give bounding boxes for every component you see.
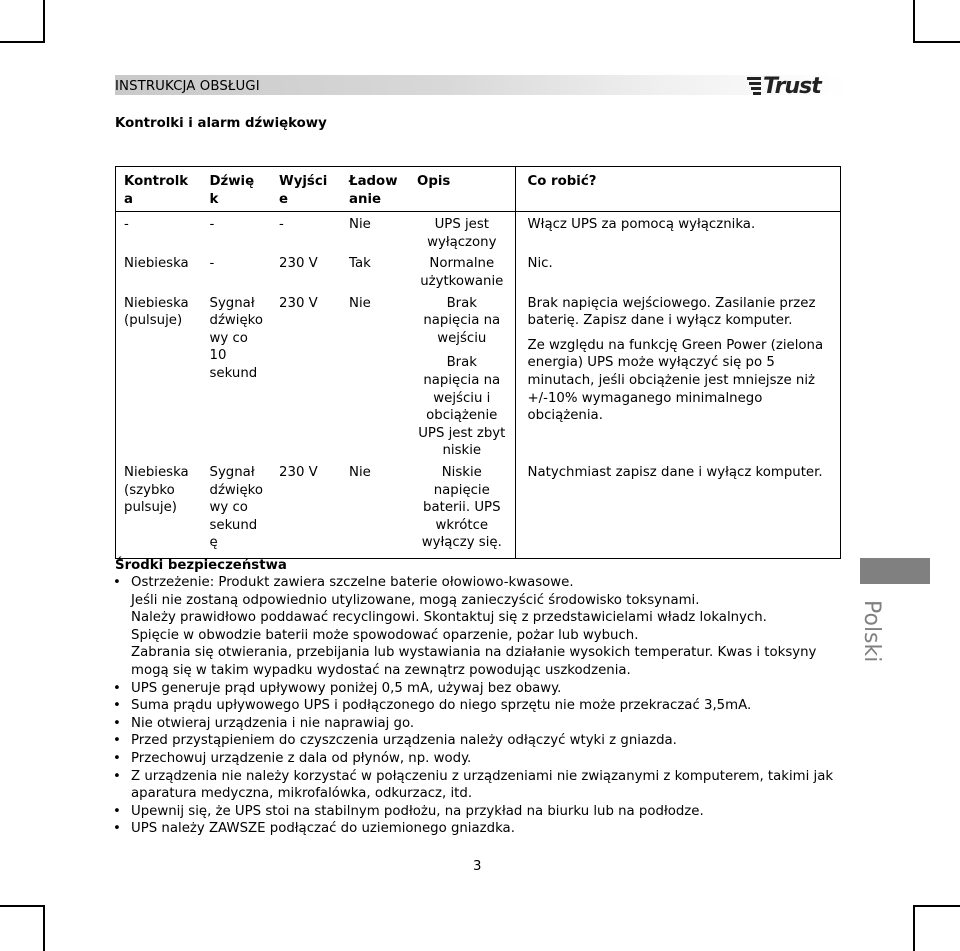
cell-dzwiek: - (209, 256, 215, 272)
safety-line: Jeśli nie zostaną odpowiednio utylizowane, mogą zanieczyścić środowisko toksynami. (131, 592, 700, 608)
cell-co-robic: Nic. (515, 251, 840, 290)
safety-line: UPS należy ZAWSZE podłączać do uziemionego gniazdka. (131, 821, 515, 837)
crop-mark-top-right-v (913, 0, 915, 42)
cell-kontrolka: - (124, 217, 129, 233)
cell-wyjscie: - (279, 217, 284, 233)
crop-mark-bottom-right-h (913, 905, 960, 907)
safety-line: UPS generuje prąd upływowy poniżej 0,5 mA, używaj bez obawy. (131, 680, 562, 696)
col-header-opis: Opis (409, 167, 515, 212)
language-tab-marker (860, 558, 930, 584)
table-header-row (116, 167, 841, 212)
safety-list (113, 574, 843, 838)
table-row (116, 291, 841, 460)
cell-opis (409, 291, 515, 460)
bullet-icon: • (113, 575, 121, 590)
safety-line: Spięcie w obwodzie baterii może spowodować oparzenie, pożar lub wybuch. (131, 627, 639, 643)
col-header-dzwiek: Dźwię k (202, 167, 272, 212)
safety-line: Ostrzeżenie: Produkt zawiera szczelne baterie ołowiowo-kwasowe. (131, 575, 574, 590)
crop-mark-top-right-h (913, 41, 960, 43)
section-title-indicators: Kontrolki i alarm dźwiękowy (115, 116, 327, 131)
cell-opis: UPS jest wyłączony (427, 217, 497, 250)
cell-wyjscie: 230 V (279, 464, 318, 480)
crop-mark-top-left-h (0, 41, 45, 43)
section-title-safety: Środki bezpieczeństwa (115, 558, 287, 573)
bullet-icon: • (113, 680, 121, 696)
crop-mark-bottom-right-v (913, 905, 915, 951)
bullet-icon: • (113, 733, 121, 749)
safety-line: Przechowuj urządzenie z dala od płynów, np. wody. (131, 750, 472, 766)
col-header-wyjscie: Wyjści e (271, 167, 341, 212)
col-header-co-robic: Co robić? (515, 167, 840, 212)
safety-line: Należy prawidłowo poddawać recyclingowi. Skontaktuj się z przedstawicielami władz lokalnych. (131, 610, 767, 626)
table-row (116, 251, 841, 290)
cell-ladowanie: Tak (349, 256, 371, 272)
cell-wyjscie: 230 V (279, 295, 318, 311)
cell-kontrolka: Niebieska (szybko pulsuje) (124, 464, 189, 516)
list-item (113, 715, 843, 733)
table-row (116, 460, 841, 558)
list-item (113, 574, 843, 680)
opis-line: Brak napięcia na wejściu (423, 295, 501, 346)
header-title: INSTRUKCJA OBSŁUGI (115, 79, 260, 94)
cell-ladowanie: Nie (349, 295, 371, 311)
cell-opis: Normalne użytkowanie (420, 256, 504, 289)
cell-wyjscie: 230 V (279, 256, 318, 272)
safety-line: Z urządzenia nie należy korzystać w połączeniu z urządzeniami nie związanymi z komputerem, takimi jak aparatura medyczna, mikrofalówka, odkurzacz, itd. (131, 768, 834, 802)
safety-line: Nie otwieraj urządzenia i nie naprawiaj go. (131, 715, 415, 731)
cell-kontrolka: Niebieska (124, 256, 189, 272)
co-robic-line: Ze względu na funkcję Green Power (zielona energia) UPS może wyłączyć się po 5 minutach, jeśli obciążenie jest mniejsze niż +/-10% wymaganego minimalnego obciążenia. (527, 337, 824, 424)
col-header-kontrolka: Kontrolk a (116, 167, 202, 212)
bullet-icon: • (113, 715, 121, 731)
bullet-icon: • (113, 803, 121, 819)
crop-mark-bottom-left-v (43, 905, 45, 951)
cell-dzwiek: Sygnał dźwięko wy co 10 sekund (209, 295, 264, 381)
safety-line: Przed przystąpieniem do czyszczenia urządzenia należy odłączyć wtyki z gniazda. (131, 733, 677, 749)
indicator-table (115, 166, 841, 559)
list-item (113, 768, 843, 803)
trust-logo (747, 71, 847, 97)
safety-line: Upewnij się, że UPS stoi na stabilnym podłożu, na przykład na biurku lub na podłodze. (131, 803, 704, 819)
table-row (116, 212, 841, 252)
language-tab-label: Polski (859, 600, 884, 663)
bullet-icon: • (113, 768, 121, 784)
list-item (113, 750, 843, 768)
bullet-icon: • (113, 750, 121, 766)
crop-mark-top-left-v (43, 0, 45, 42)
co-robic-line: Brak napięcia wejściowego. Zasilanie przez baterię. Zapisz dane i wyłącz komputer. (527, 295, 816, 329)
cell-ladowanie: Nie (349, 217, 371, 233)
list-item (113, 697, 843, 715)
list-item (113, 820, 843, 838)
logo-text: Trust (763, 74, 821, 97)
cell-co-robic (515, 291, 840, 460)
bullet-icon: • (113, 821, 121, 837)
cell-opis: Niskie napięcie baterii. UPS wkrótce wyłączy się. (421, 464, 502, 551)
list-item (113, 680, 843, 698)
cell-dzwiek: - (209, 217, 215, 233)
list-item (113, 732, 843, 750)
page-number: 3 (473, 859, 482, 874)
crop-mark-bottom-left-h (0, 905, 45, 907)
cell-co-robic: Włącz UPS za pomocą wyłącznika. (515, 212, 840, 252)
cell-co-robic: Natychmiast zapisz dane i wyłącz komputer. (515, 460, 840, 558)
cell-kontrolka: Niebieska (pulsuje) (124, 295, 189, 329)
trust-logo-graphic (747, 71, 847, 97)
opis-line: Brak napięcia na wejściu i obciążenie UPS jest zbyt niskie (418, 355, 506, 459)
col-header-ladowanie: Ładow anie (341, 167, 409, 212)
bullet-icon: • (113, 698, 121, 714)
safety-line: Zabrania się otwierania, przebijania lub wystawiania na działanie wysokich temperatur. Kwas i toksyny mogą się w takim wypadku wydostać na zewnątrz powodując uszkodzenia. (131, 645, 817, 678)
cell-ladowanie: Nie (349, 464, 371, 480)
cell-dzwiek: Sygnał dźwięko wy co sekund ę (209, 464, 264, 551)
safety-line: Suma prądu upływowego UPS i podłączonego do niego sprzętu nie może przekraczać 3,5mA. (131, 698, 752, 714)
list-item (113, 803, 843, 821)
